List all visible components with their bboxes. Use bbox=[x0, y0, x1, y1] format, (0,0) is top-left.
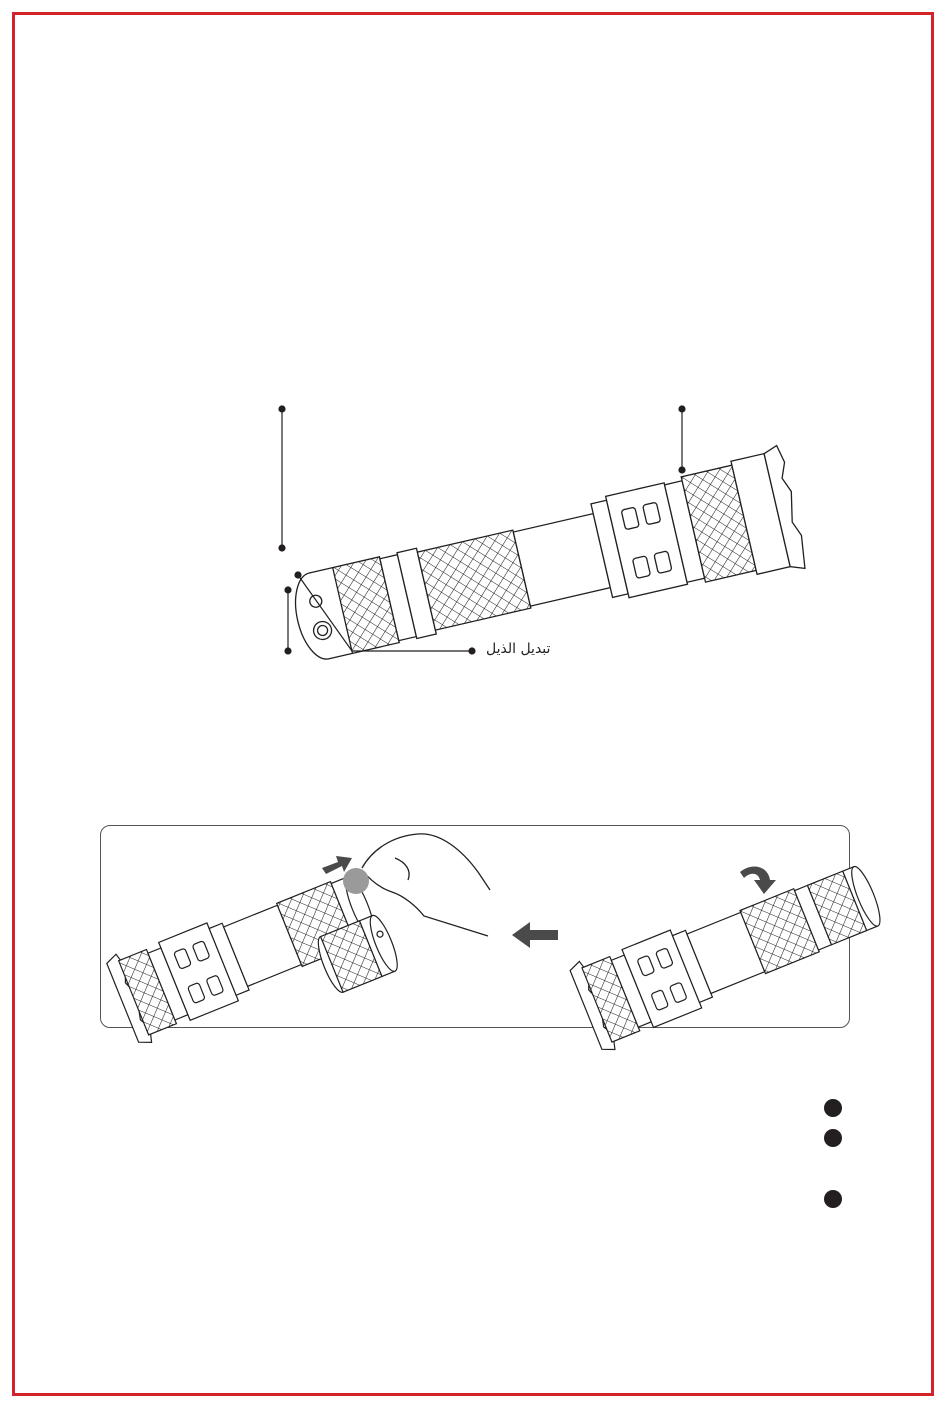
tail-switch-callout-label: تبديل الذيل bbox=[486, 641, 551, 657]
bullet-icon bbox=[824, 1190, 842, 1208]
coin-icon bbox=[343, 868, 369, 894]
bullet-icon bbox=[824, 1099, 842, 1117]
rotate-arrow-icon bbox=[740, 866, 776, 894]
hand-coin-illustration bbox=[362, 834, 490, 936]
left-arrow-icon bbox=[512, 922, 558, 948]
bullet-icon bbox=[824, 1129, 842, 1147]
